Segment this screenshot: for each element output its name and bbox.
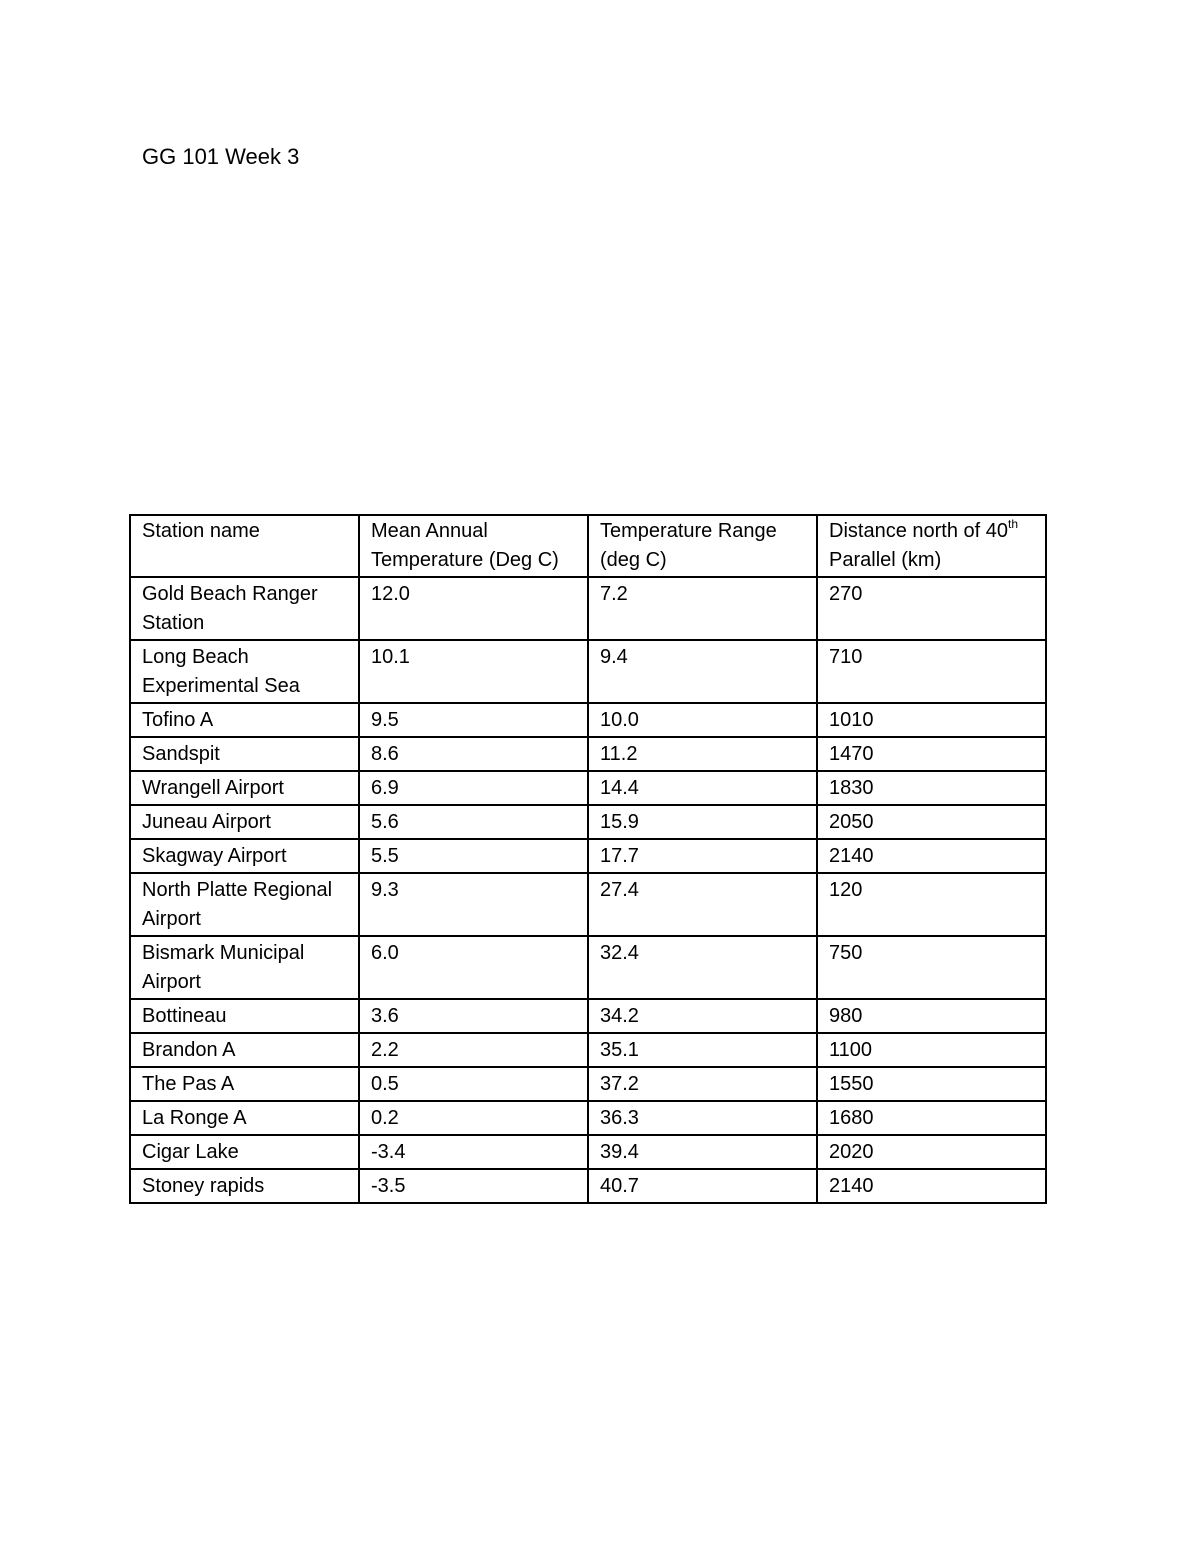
temp-range-cell: 32.4 <box>588 936 817 999</box>
document-title: GG 101 Week 3 <box>142 144 300 169</box>
mean-temp-cell: 12.0 <box>359 577 588 640</box>
mean-temp-cell: -3.4 <box>359 1135 588 1169</box>
station-name-cell: Juneau Airport <box>130 805 359 839</box>
distance-cell: 120 <box>817 873 1046 936</box>
mean-temp-cell: 10.1 <box>359 640 588 703</box>
table-row <box>130 703 1046 737</box>
distance-cell: 1010 <box>817 703 1046 737</box>
distance-cell: 2140 <box>817 839 1046 873</box>
station-name-cell: Wrangell Airport <box>130 771 359 805</box>
distance-cell: 1470 <box>817 737 1046 771</box>
distance-cell: 1550 <box>817 1067 1046 1101</box>
station-name-cell: Gold Beach Ranger Station <box>130 577 359 640</box>
station-name-cell: Tofino A <box>130 703 359 737</box>
mean-temp-cell: 8.6 <box>359 737 588 771</box>
table-row <box>130 1101 1046 1135</box>
distance-cell: 710 <box>817 640 1046 703</box>
temp-range-cell: 14.4 <box>588 771 817 805</box>
table-row <box>130 640 1046 703</box>
header-distance-north <box>817 515 1046 577</box>
temp-range-cell: 39.4 <box>588 1135 817 1169</box>
mean-temp-cell: 3.6 <box>359 999 588 1033</box>
mean-temp-cell: 9.5 <box>359 703 588 737</box>
distance-cell: 1830 <box>817 771 1046 805</box>
station-name-cell: Stoney rapids <box>130 1169 359 1203</box>
station-name-cell: Long Beach Experimental Sea <box>130 640 359 703</box>
temp-range-cell: 9.4 <box>588 640 817 703</box>
table-row <box>130 1169 1046 1203</box>
station-name-cell: Brandon A <box>130 1033 359 1067</box>
mean-temp-cell: 9.3 <box>359 873 588 936</box>
mean-temp-cell: 5.5 <box>359 839 588 873</box>
station-name-cell: La Ronge A <box>130 1101 359 1135</box>
table-row <box>130 1135 1046 1169</box>
distance-cell: 2140 <box>817 1169 1046 1203</box>
header-distance-north-after: Parallel (km) <box>829 549 942 571</box>
temp-range-cell: 37.2 <box>588 1067 817 1101</box>
table-row <box>130 577 1046 640</box>
distance-cell: 980 <box>817 999 1046 1033</box>
mean-temp-cell: 0.2 <box>359 1101 588 1135</box>
station-name-cell: The Pas A <box>130 1067 359 1101</box>
temp-range-cell: 36.3 <box>588 1101 817 1135</box>
temp-range-cell: 40.7 <box>588 1169 817 1203</box>
distance-cell: 270 <box>817 577 1046 640</box>
station-name-cell: Sandspit <box>130 737 359 771</box>
table-row <box>130 771 1046 805</box>
temp-range-cell: 17.7 <box>588 839 817 873</box>
header-station-name: Station name <box>130 515 359 577</box>
station-name-cell: Skagway Airport <box>130 839 359 873</box>
table-row <box>130 805 1046 839</box>
distance-cell: 1680 <box>817 1101 1046 1135</box>
table-row <box>130 1067 1046 1101</box>
mean-temp-cell: 0.5 <box>359 1067 588 1101</box>
distance-cell: 750 <box>817 936 1046 999</box>
temp-range-cell: 7.2 <box>588 577 817 640</box>
table-header-row <box>130 515 1046 577</box>
mean-temp-cell: -3.5 <box>359 1169 588 1203</box>
distance-cell: 1100 <box>817 1033 1046 1067</box>
temp-range-cell: 35.1 <box>588 1033 817 1067</box>
temp-range-cell: 27.4 <box>588 873 817 936</box>
table-row <box>130 999 1046 1033</box>
table-row <box>130 936 1046 999</box>
table-body <box>130 577 1046 1203</box>
table-row <box>130 737 1046 771</box>
header-temperature-range: Temperature Range (deg C) <box>588 515 817 577</box>
temp-range-cell: 11.2 <box>588 737 817 771</box>
header-distance-north-text: Distance north of 40 <box>829 520 1008 542</box>
station-name-cell: Cigar Lake <box>130 1135 359 1169</box>
table-row <box>130 873 1046 936</box>
mean-temp-cell: 6.0 <box>359 936 588 999</box>
mean-temp-cell: 2.2 <box>359 1033 588 1067</box>
distance-cell: 2050 <box>817 805 1046 839</box>
station-name-cell: Bismark Municipal Airport <box>130 936 359 999</box>
station-name-cell: Bottineau <box>130 999 359 1033</box>
table-row <box>130 839 1046 873</box>
station-table <box>129 514 1047 1204</box>
distance-cell: 2020 <box>817 1135 1046 1169</box>
header-distance-north-sup: th <box>1008 517 1019 531</box>
station-name-cell: North Platte Regional Airport <box>130 873 359 936</box>
temp-range-cell: 34.2 <box>588 999 817 1033</box>
header-mean-annual-temperature: Mean Annual Temperature (Deg C) <box>359 515 588 577</box>
temp-range-cell: 15.9 <box>588 805 817 839</box>
mean-temp-cell: 5.6 <box>359 805 588 839</box>
table-row <box>130 1033 1046 1067</box>
temp-range-cell: 10.0 <box>588 703 817 737</box>
mean-temp-cell: 6.9 <box>359 771 588 805</box>
